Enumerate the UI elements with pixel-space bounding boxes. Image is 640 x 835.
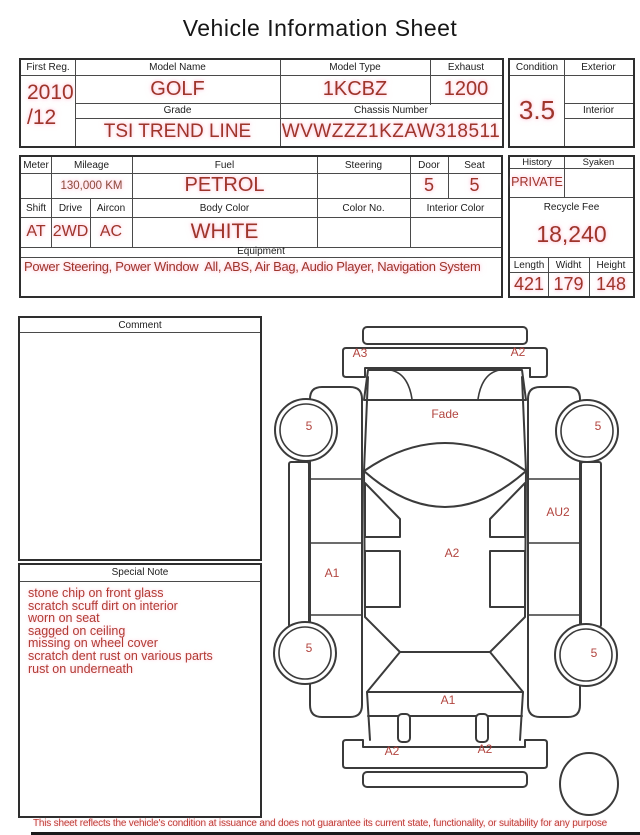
front-right-wheel <box>556 400 618 462</box>
aircon-value: AC <box>99 223 123 240</box>
special-note-line: scratch dent rust on various parts <box>28 648 213 663</box>
special-note-line: stone chip on front glass <box>28 586 164 600</box>
left-tail-lamp <box>398 714 410 742</box>
left-rear-window <box>365 551 400 607</box>
comment-box <box>18 316 262 561</box>
damage-label-roof: A2 <box>444 546 460 560</box>
fuel-label: Fuel <box>214 159 235 171</box>
damage-label-rear-right-wheel: 5 <box>590 646 598 660</box>
height-value: 148 <box>595 273 627 294</box>
width-value: 179 <box>553 273 584 294</box>
length-value: 421 <box>513 273 545 294</box>
meter-label: Meter <box>23 159 49 171</box>
damage-label-front-right-wheel: 5 <box>594 419 602 433</box>
vehicle-specs-table <box>19 155 503 298</box>
rear-under-panel <box>363 772 527 787</box>
mileage-value: 130,000 KM <box>60 179 123 192</box>
exhaust-label: Exhaust <box>447 62 485 73</box>
right-tail-lamp <box>476 714 488 742</box>
damage-label-rear-bumper-right: A2 <box>477 742 493 756</box>
damage-label-hood-left: A3 <box>352 346 368 360</box>
damage-label-rear-left-wheel: 5 <box>305 641 313 655</box>
mileage-label: Mileage <box>73 159 110 171</box>
condition-score: 3.5 <box>518 95 556 125</box>
condition-label: Condition <box>515 62 559 73</box>
damage-label-right-door: AU2 <box>546 505 570 519</box>
first-reg-year: 2010 <box>27 81 74 104</box>
interior-color-label: Interior Color <box>426 202 485 214</box>
recycle-fee-label: Recycle Fee <box>543 201 600 213</box>
right-rear-window <box>490 551 525 607</box>
disclaimer-text: This sheet reflects the vehicle's condition at issuance and does not guarantee its current state, functionality, or suitability for any purpose <box>32 818 607 829</box>
seat-label: Seat <box>464 159 485 171</box>
special-note-list <box>28 587 256 675</box>
door-value: 5 <box>423 175 434 195</box>
equipment-label: Equipment <box>237 246 285 257</box>
special-note-line: sagged on ceiling <box>28 623 126 638</box>
exterior-label: Exterior <box>581 62 616 73</box>
shift-label: Shift <box>25 202 46 214</box>
body-color-value: WHITE <box>190 220 259 243</box>
history-value: PRIVATE <box>511 175 563 189</box>
model-type-label: Model Type <box>329 62 381 73</box>
roof-front-curve <box>364 443 526 507</box>
vehicle-damage-diagram <box>280 315 640 815</box>
width-label: Widht <box>555 259 582 271</box>
steering-value <box>317 173 410 198</box>
length-label: Length <box>513 259 545 271</box>
equipment-value: Power Steering, Power Window All, ABS, Air Bag, Audio Player, Navigation System <box>24 259 481 274</box>
history-label: History <box>522 157 552 168</box>
special-note-line: missing on wheel cover <box>28 636 158 651</box>
grade-label: Grade <box>163 105 192 116</box>
left-sill <box>289 462 309 627</box>
meter-value <box>21 173 51 198</box>
damage-label-rear-bumper-left: A2 <box>384 744 400 758</box>
special-note-line: scratch scuff dirt on interior <box>28 598 178 613</box>
divider <box>510 197 633 198</box>
drive-label: Drive <box>58 202 83 214</box>
aircon-label: Aircon <box>96 202 126 214</box>
first-reg-label: First Reg. <box>26 62 70 73</box>
model-type-value: 1KCBZ <box>322 77 388 100</box>
door-label: Door <box>418 159 440 171</box>
height-label: Height <box>596 259 626 271</box>
special-note-line: worn on seat <box>28 611 100 626</box>
damage-label-rear-window: A1 <box>440 693 456 707</box>
steering-label: Steering <box>344 159 383 171</box>
interior-label: Interior <box>582 105 615 116</box>
body-color-label: Body Color <box>199 202 250 214</box>
drive-value: 2WD <box>52 223 89 240</box>
recycle-fee-value: 18,240 <box>536 220 607 247</box>
exhaust-value: 1200 <box>443 77 489 100</box>
right-sill <box>581 462 601 627</box>
vehicle-identity-table <box>19 58 504 148</box>
history-table <box>508 155 635 298</box>
chassis-number-label: Chassis Number <box>354 105 428 116</box>
damage-label-left-door: A1 <box>324 566 340 580</box>
seat-value: 5 <box>469 175 480 195</box>
spare-tire <box>560 753 618 815</box>
interior-color-value <box>410 217 501 247</box>
rear-window-shape <box>367 652 523 692</box>
syaken-label: Syaken <box>582 157 615 168</box>
fuel-value: PETROL <box>184 174 265 196</box>
grade-value: TSI TREND LINE <box>103 121 252 142</box>
chassis-number-value: WVWZZZ1KZAW318511 <box>281 121 501 142</box>
interior-value <box>564 118 633 146</box>
condition-table <box>508 58 635 148</box>
model-name-value: GOLF <box>150 77 205 100</box>
damage-label-hood-right: A2 <box>510 345 526 359</box>
first-reg-month: /12 <box>27 106 57 129</box>
divider <box>21 257 501 258</box>
special-note-label: Special Note <box>111 567 169 578</box>
special-note-box <box>18 563 262 818</box>
page-title: Vehicle Information Sheet <box>182 15 458 41</box>
exterior-value <box>564 75 633 103</box>
syaken-value <box>564 170 633 194</box>
shift-value: AT <box>26 223 46 240</box>
divider <box>20 332 260 333</box>
divider <box>510 168 633 169</box>
damage-label-windshield-fade: Fade <box>431 407 459 421</box>
windshield-shape <box>364 370 526 400</box>
damage-label-front-left-wheel: 5 <box>305 419 313 433</box>
comment-label: Comment <box>118 319 162 331</box>
first-reg-value <box>27 80 75 130</box>
color-no-label: Color No. <box>342 202 385 214</box>
rear-bumper-shape <box>343 740 547 768</box>
special-note-line: rust on underneath <box>28 661 133 676</box>
model-name-label: Model Name <box>149 62 206 73</box>
rear-right-wheel <box>555 624 617 686</box>
front-bumper-shape <box>363 327 527 344</box>
divider <box>20 581 260 582</box>
color-no-value <box>317 217 410 247</box>
